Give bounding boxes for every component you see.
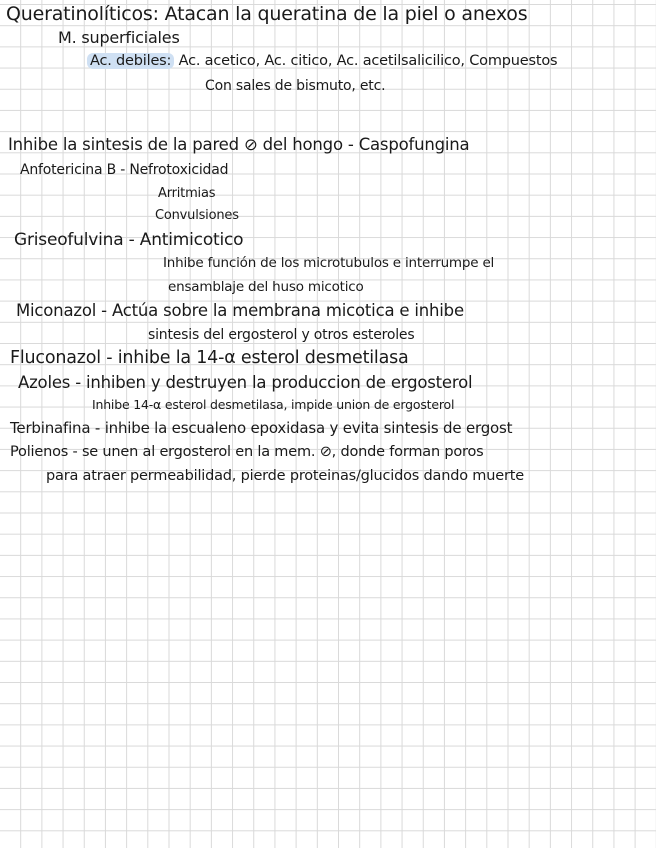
- note-line-azoles: Azoles - inhiben y destruyen la produccion de ergosterol: [18, 373, 473, 392]
- note-line-permeabilidad: para atraer permeabilidad, pierde proteinas/glucidos dando muerte: [46, 468, 524, 484]
- note-line-anfotericina: Anfotericina B - Nefrotoxicidad: [20, 162, 229, 178]
- note-line-griseofulvina: Griseofulvina - Antimicotico: [14, 230, 244, 250]
- note-line-desmetilasa: Inhibe 14-α esterol desmetilasa, impide union de ergosterol: [92, 397, 455, 412]
- note-line-microtubulos: Inhibe función de los microtubulos e interrumpe el: [163, 255, 495, 271]
- note-term-queratinoliticos: Queratinolíticos:: [6, 3, 159, 25]
- note-line-fluconazol: Fluconazol - inhibe la 14-α esterol desmetilasa: [10, 348, 409, 368]
- note-line-caspofungina: Inhibe la sintesis de la pared ⊘ del hongo - Caspofungina: [8, 135, 470, 154]
- note-line-arritmias: Arritmias: [158, 186, 216, 201]
- note-line-convulsiones: Convulsiones: [155, 208, 239, 223]
- note-line-polienos: Polienos - se unen al ergosterol en la mem. ⊘, donde forman poros: [10, 444, 484, 460]
- note-line-miconazol: Miconazol - Actúa sobre la membrana micotica e inhibe: [16, 301, 464, 320]
- note-line-m-superficiales: M. superficiales: [58, 28, 180, 47]
- note-line-ac-debiles: [90, 54, 557, 69]
- note-text: Atacan la queratina de la piel o anexos: [158, 3, 528, 25]
- note-text: Ac. acetico, Ac. citico, Ac. acetilsalicilico, Compuestos: [174, 53, 558, 69]
- highlighted-term-ac-debiles: Ac. debiles:: [87, 53, 174, 69]
- note-line-huso-micotico: ensamblaje del huso micotico: [168, 279, 364, 295]
- note-line-queratinoliticos: [6, 5, 527, 24]
- note-line-terbinafina: Terbinafina - inhibe la escualeno epoxidasa y evita sintesis de ergost: [10, 419, 513, 437]
- note-line-ergosterol-sintesis: sintesis del ergosterol y otros esteroles: [148, 327, 415, 343]
- note-line-sales-bismuto: Con sales de bismuto, etc.: [205, 78, 386, 94]
